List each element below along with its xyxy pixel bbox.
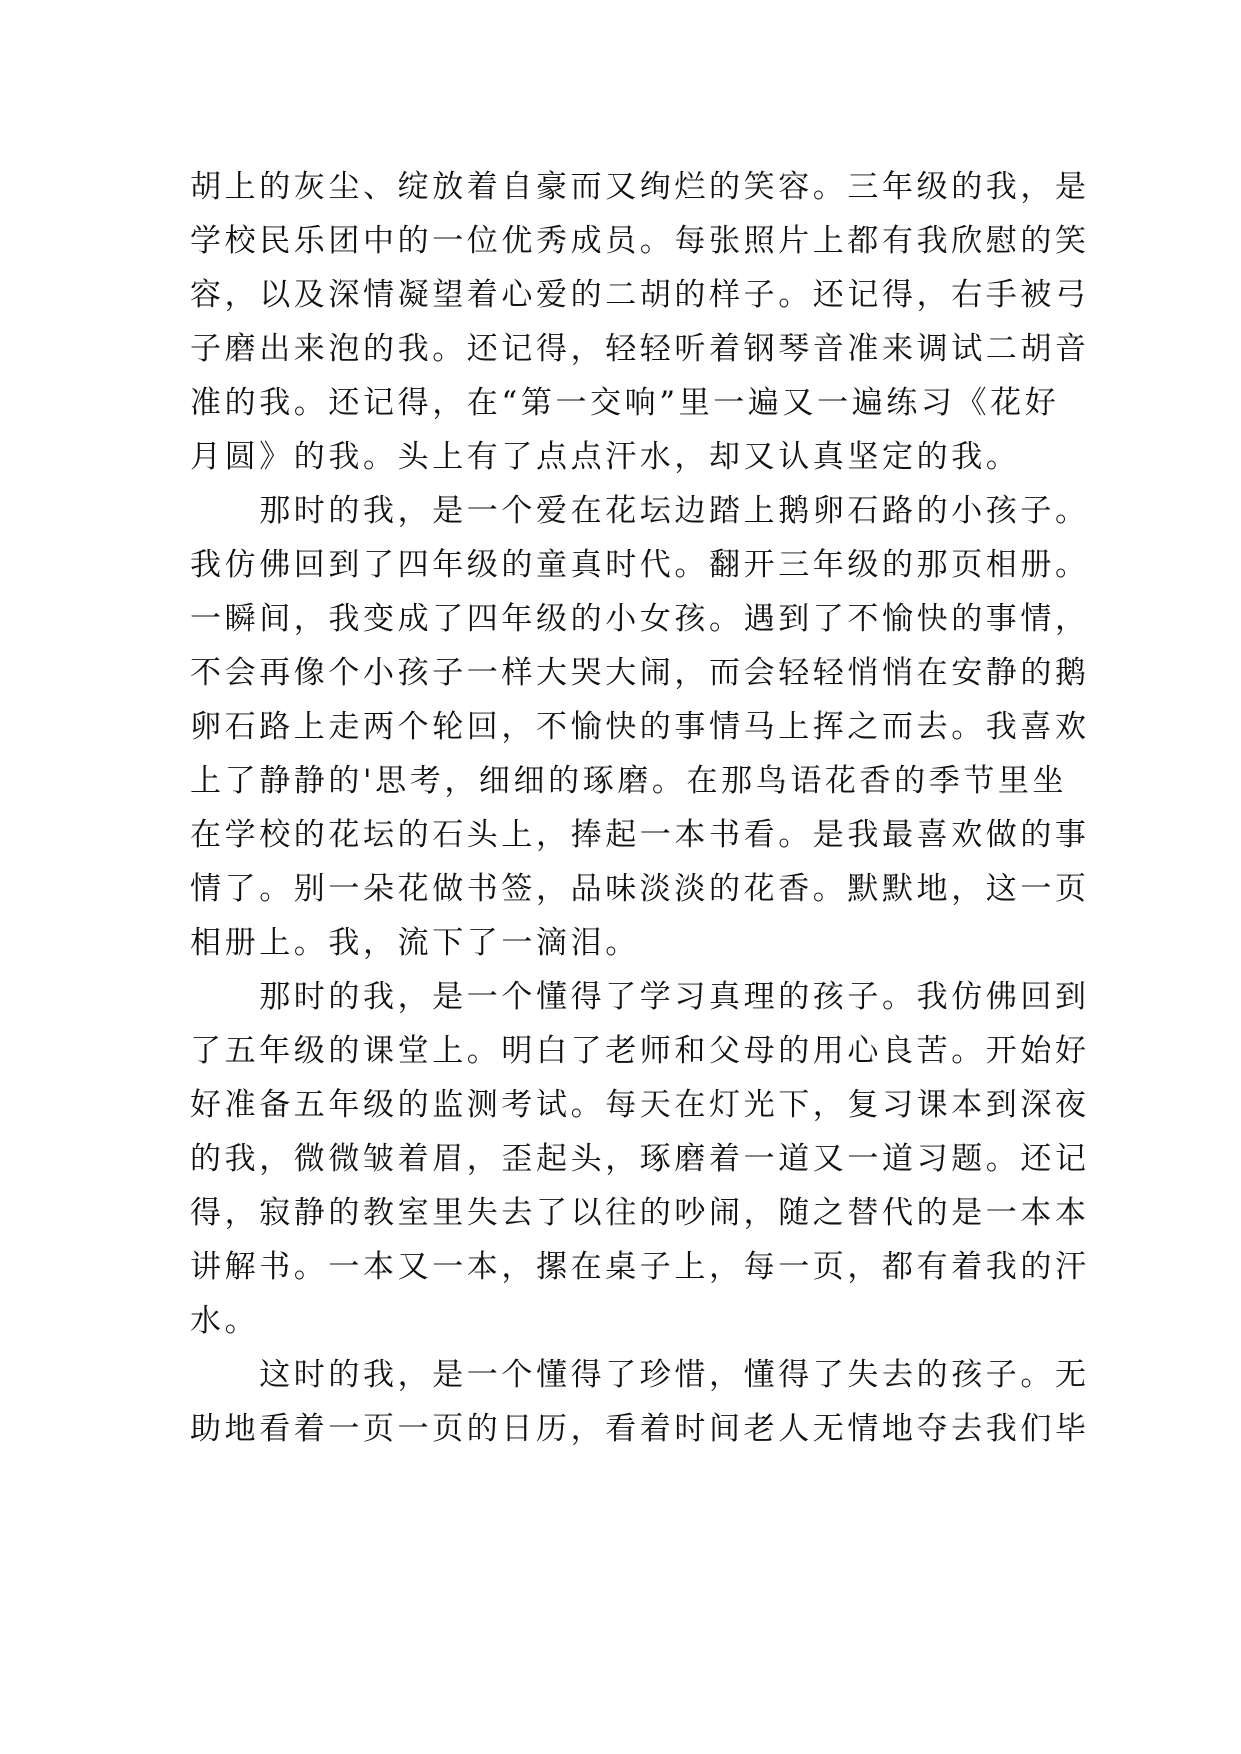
text-line: 胡上的灰尘、绽放着自豪而又绚烂的笑容。三年级的我，是: [190, 169, 1090, 205]
text-line: 了五年级的课堂上。明白了老师和父母的用心良苦。开始好: [190, 1033, 1090, 1069]
text-line: 好准备五年级的监测考试。每天在灯光下，复习课本到深夜: [190, 1087, 1090, 1123]
text-line: 相册上。我，流下了一滴泪。: [190, 925, 640, 961]
text-line: 这时的我，是一个懂得了珍惜，懂得了失去的孩子。无: [190, 1357, 1090, 1393]
text-line: 助地看着一页一页的日历，看着时间老人无情地夺去我们毕: [190, 1411, 1090, 1447]
text-line: 那时的我，是一个懂得了学习真理的孩子。我仿佛回到: [190, 979, 1090, 1015]
text-line: 得，寂静的教室里失去了以往的吵闹，随之替代的是一本本: [190, 1195, 1090, 1231]
text-line: 在学校的花坛的石头上，捧起一本书看。是我最喜欢做的事: [190, 817, 1090, 853]
text-line: 情了。别一朵花做书签，品味淡淡的花香。默默地，这一页: [190, 871, 1090, 907]
text-line: 的我，微微皱着眉，歪起头，琢磨着一道又一道习题。还记: [190, 1141, 1090, 1177]
text-line: 不会再像个小孩子一样大哭大闹，而会轻轻悄悄在安静的鹅: [190, 655, 1090, 691]
text-line: 一瞬间，我变成了四年级的小女孩。遇到了不愉快的事情，: [190, 601, 1090, 637]
text-line: 那时的我，是一个爱在花坛边踏上鹅卵石路的小孩子。: [190, 493, 1090, 529]
text-line: 上了静静的'思考，细细的琢磨。在那鸟语花香的季节里坐: [190, 763, 1068, 799]
text-line: 准的我。还记得，在“第一交响”里一遍又一遍练习《花好: [190, 385, 1060, 421]
text-line: 水。: [190, 1303, 260, 1339]
text-line: 容，以及深情凝望着心爱的二胡的样子。还记得，右手被弓: [190, 277, 1090, 313]
text-line: 我仿佛回到了四年级的童真时代。翻开三年级的那页相册。: [190, 547, 1090, 583]
text-line: 子磨出来泡的我。还记得，轻轻听着钢琴音准来调试二胡音: [190, 331, 1090, 367]
text-line: 卵石路上走两个轮回，不愉快的事情马上挥之而去。我喜欢: [190, 709, 1090, 745]
text-line: 讲解书。一本又一本，摞在桌子上，每一页，都有着我的汗: [190, 1249, 1090, 1285]
text-line: 月圆》的我。头上有了点点汗水，却又认真坚定的我。: [190, 439, 1021, 475]
body-text: [190, 160, 1090, 1456]
text-line: 学校民乐团中的一位优秀成员。每张照片上都有我欣慰的笑: [190, 223, 1090, 259]
